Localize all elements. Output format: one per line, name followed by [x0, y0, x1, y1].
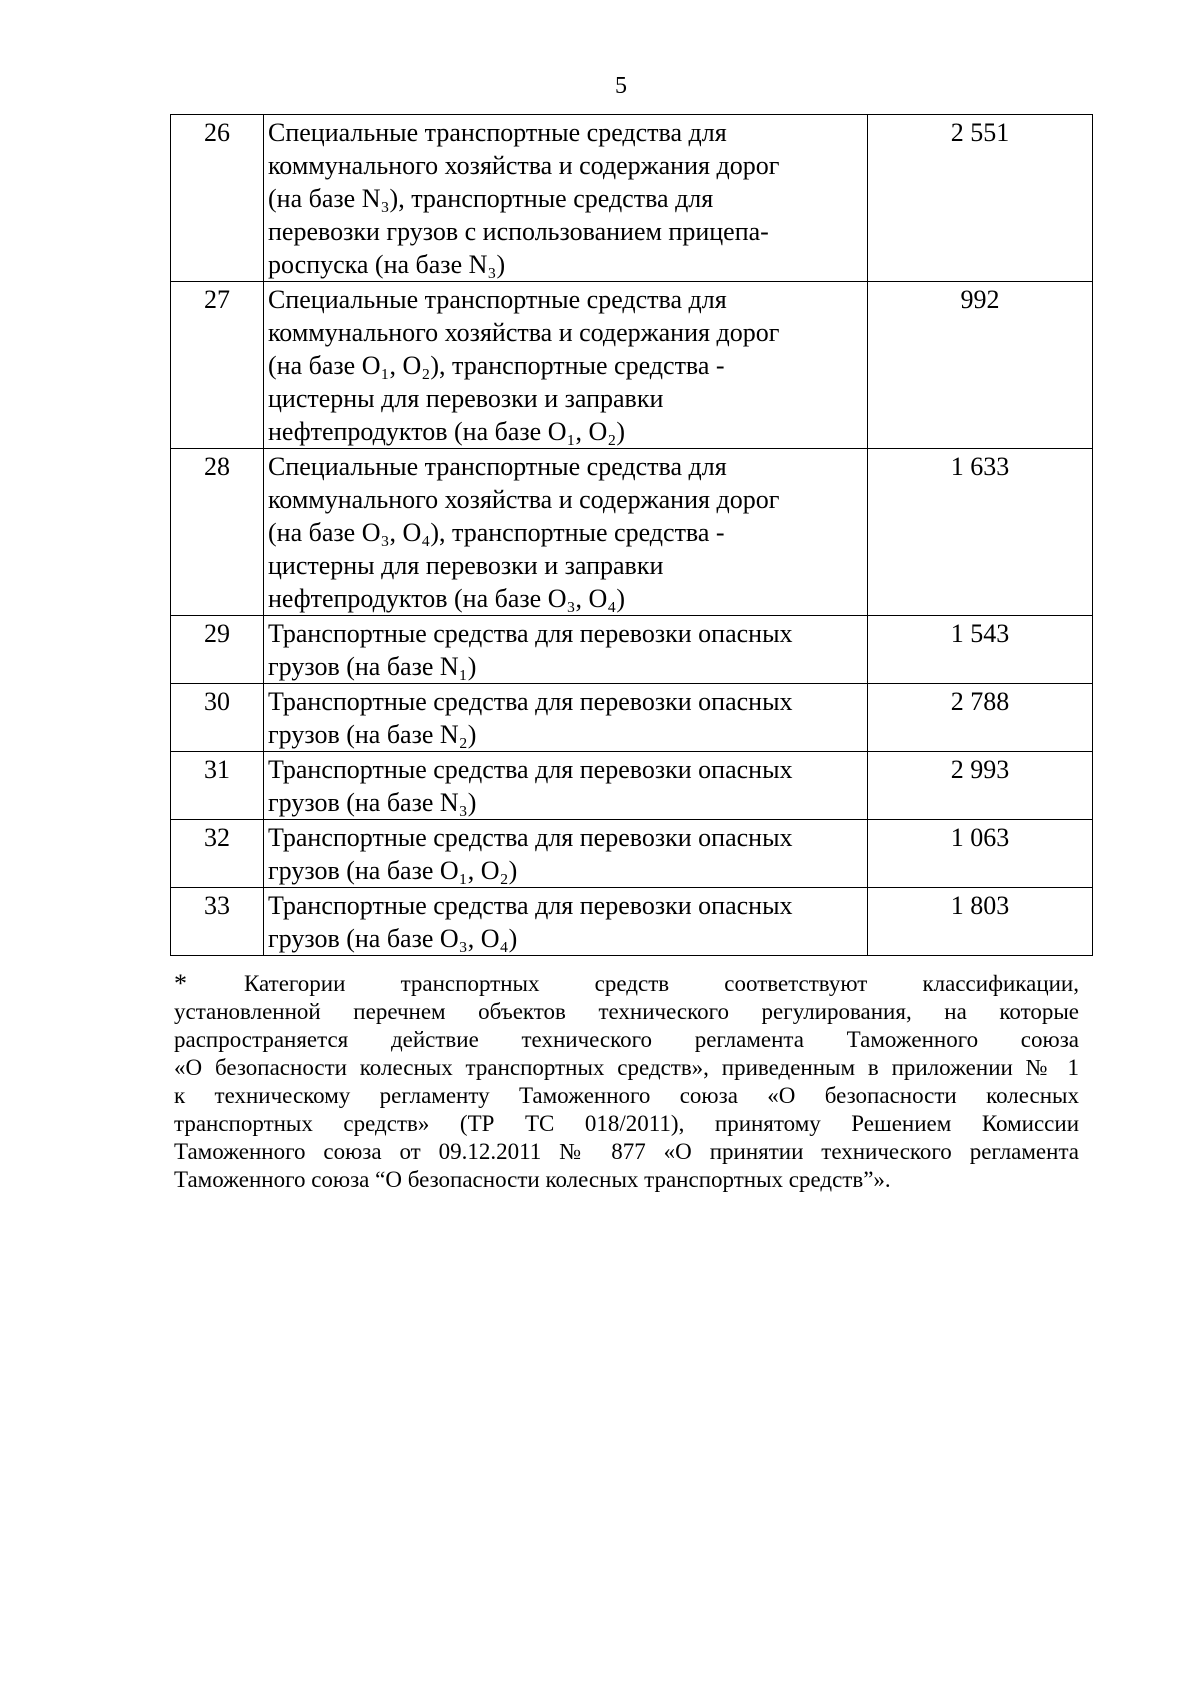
description-line: Транспортные средства для перевозки опасных — [268, 687, 793, 716]
footnote-marker: * — [174, 969, 187, 998]
description-line: грузов (на базе O₁, O₂) — [268, 856, 518, 885]
row-description — [264, 820, 868, 888]
row-description — [264, 282, 868, 449]
footnote-line: установленной перечнем объектов технического регулирования, на которые — [174, 999, 1079, 1024]
table-row — [171, 282, 1093, 449]
description-line: грузов (на базе N₁) — [268, 652, 477, 681]
description-line: Специальные транспортные средства для — [268, 285, 727, 314]
description-line: цистерны для перевозки и заправки — [268, 384, 664, 413]
description-line: грузов (на базе N₃) — [268, 788, 477, 817]
row-value: 1 063 — [868, 820, 1093, 888]
footnote-line — [174, 970, 1079, 998]
row-description — [264, 684, 868, 752]
description-line: (на базе N₃), транспортные средства для — [268, 184, 714, 213]
row-number: 30 — [171, 684, 264, 752]
row-number: 28 — [171, 449, 264, 616]
description-line: Транспортные средства для перевозки опасных — [268, 755, 793, 784]
table-row — [171, 684, 1093, 752]
description-line: коммунального хозяйства и содержания дорог — [268, 485, 780, 514]
row-description — [264, 888, 868, 956]
footnote-line: транспортных средств» (ТР ТС 018/2011), принятому Решением Комиссии — [174, 1111, 1079, 1136]
row-value: 1 633 — [868, 449, 1093, 616]
table-row — [171, 115, 1093, 282]
row-number: 27 — [171, 282, 264, 449]
row-value: 1 543 — [868, 616, 1093, 684]
description-line: нефтепродуктов (на базе O₃, O₄) — [268, 584, 626, 613]
row-number: 29 — [171, 616, 264, 684]
description-line: грузов (на базе O₃, O₄) — [268, 924, 518, 953]
footnote-line: «О безопасности колесных транспортных средств», приведенным в приложении № 1 — [174, 1055, 1079, 1080]
footnote-line: Таможенного союза “О безопасности колесных транспортных средств”». — [174, 1167, 891, 1192]
page-number: 5 — [615, 73, 627, 99]
footnote — [174, 970, 1079, 1194]
description-line: (на базе O₁, O₂), транспортные средства - — [268, 351, 725, 380]
row-value: 2 993 — [868, 752, 1093, 820]
footnote-text: Категории транспортных средств соответствуют классификации, — [244, 971, 1079, 996]
row-value: 2 551 — [868, 115, 1093, 282]
footnote-line: Таможенного союза от 09.12.2011 № 877 «О принятии технического регламента — [174, 1139, 1079, 1164]
vehicle-category-table — [170, 114, 1093, 956]
description-line: нефтепродуктов (на базе O₁, O₂) — [268, 417, 626, 446]
row-number: 31 — [171, 752, 264, 820]
description-line: роспуска (на базе N₃) — [268, 250, 506, 279]
table-body — [171, 115, 1093, 956]
description-line: Специальные транспортные средства для — [268, 452, 727, 481]
description-line: грузов (на базе N₂) — [268, 720, 477, 749]
row-number: 26 — [171, 115, 264, 282]
description-line: Транспортные средства для перевозки опасных — [268, 619, 793, 648]
row-description — [264, 115, 868, 282]
row-number: 32 — [171, 820, 264, 888]
description-line: Транспортные средства для перевозки опасных — [268, 891, 793, 920]
row-description — [264, 752, 868, 820]
table-row — [171, 888, 1093, 956]
row-value: 2 788 — [868, 684, 1093, 752]
table-row — [171, 820, 1093, 888]
description-line: коммунального хозяйства и содержания дорог — [268, 151, 780, 180]
table-row — [171, 616, 1093, 684]
row-number: 33 — [171, 888, 264, 956]
description-line: Транспортные средства для перевозки опасных — [268, 823, 793, 852]
description-line: Специальные транспортные средства для — [268, 118, 727, 147]
description-line: (на базе O₃, O₄), транспортные средства - — [268, 518, 725, 547]
table-row — [171, 752, 1093, 820]
row-description — [264, 449, 868, 616]
row-description — [264, 616, 868, 684]
table-row — [171, 449, 1093, 616]
row-value: 992 — [868, 282, 1093, 449]
footnote-line: к техническому регламенту Таможенного союза «О безопасности колесных — [174, 1083, 1079, 1108]
description-line: перевозки грузов с использованием прицепа- — [268, 217, 769, 246]
row-value: 1 803 — [868, 888, 1093, 956]
description-line: коммунального хозяйства и содержания дорог — [268, 318, 780, 347]
description-line: цистерны для перевозки и заправки — [268, 551, 664, 580]
footnote-line: распространяется действие технического регламента Таможенного союза — [174, 1027, 1079, 1052]
